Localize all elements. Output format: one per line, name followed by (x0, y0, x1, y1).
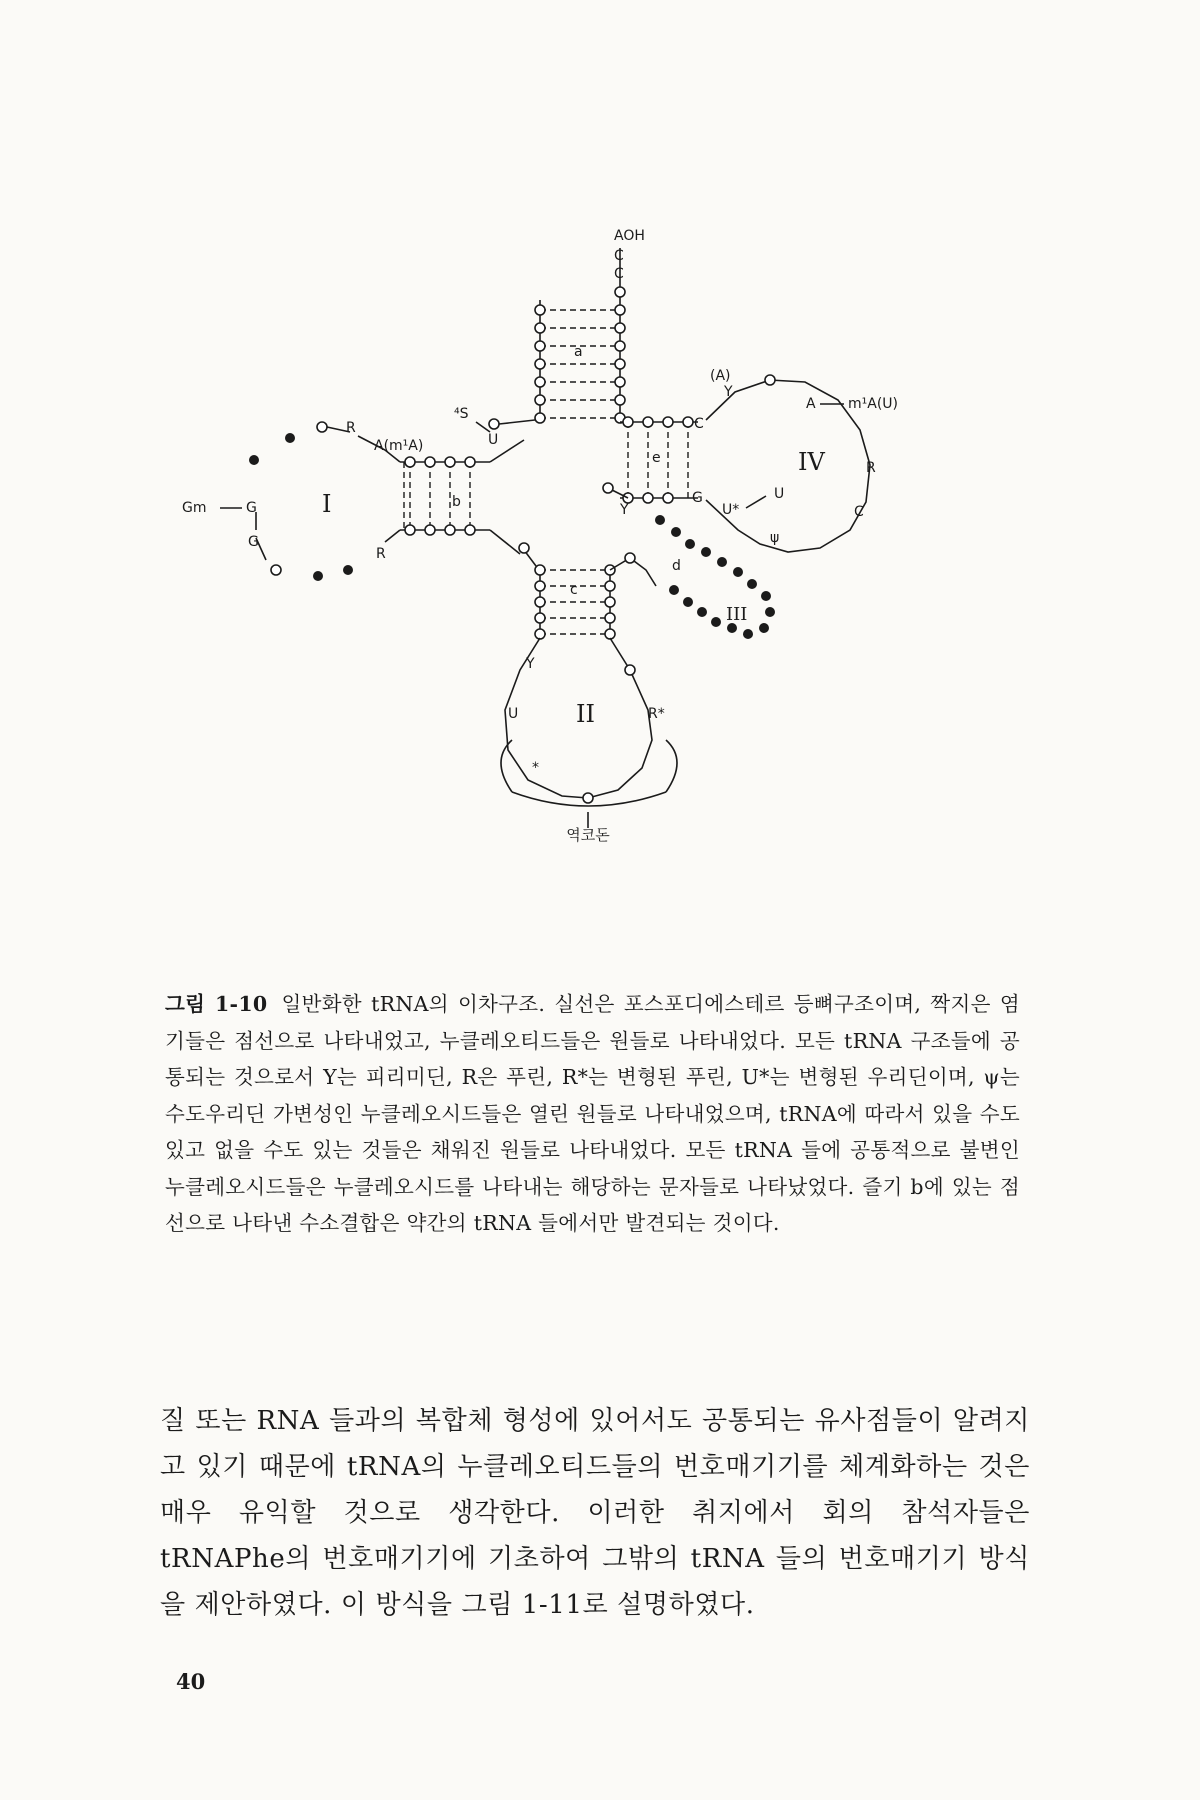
trna-cloverleaf-diagram (182, 228, 1010, 960)
label-loop-IV: IV (798, 448, 825, 476)
t-arm-loop-IV (603, 368, 898, 639)
label-a-t: A (806, 396, 816, 412)
label-a-oh: AOH (614, 228, 645, 244)
label-loop-III: III (726, 604, 748, 625)
label-arm-c: c (570, 582, 578, 598)
d-arm-loop-I (182, 406, 535, 581)
label-star: * (532, 760, 539, 776)
label-g-t: G (692, 490, 703, 506)
label-arm-d: d (672, 558, 681, 574)
label-4s: ⁴S (454, 406, 469, 422)
caption-text: 일반화한 tRNA의 이차구조. 실선은 포스포디에스테르 등뼈구조이며, 짝지은 염기들은 점선으로 나타내었고, 누클레오티드들은 원들로 나타내었다. 모든 tRNA 구조들에 공통되는 것으로서 Y는 피리미딘, R은 푸린, R*는 변형된 푸린, U*는 변형된 우리딘이며, ψ는 수도우리딘 가변성인 누클레오시드들은 열린 원들로 나타내었으며, tRNA에 따라서 있을 수도 있고 없을 수도 있는 것들은 채워진 원들로 나타내었다. 모든 tRNA 들에 공통적으로 불변인 누클레오시드들은 누클레오시드를 나타내는 해당하는 문자들로 나타났었다. 즐기 b에 있는 점선으로 나타낸 수소결합은 약간의 tRNA 들에서만 발견되는 것이다. (165, 992, 1020, 1235)
label-c-2: C (614, 266, 624, 282)
label-y-d: Y (620, 502, 629, 518)
figure-caption (165, 986, 1020, 1242)
label-m1a-u: m¹A(U) (848, 396, 898, 412)
label-c-t: C (694, 416, 704, 432)
label-anticodon: 역코돈 (566, 826, 610, 844)
label-r-star: R* (648, 706, 665, 722)
label-y-t: Y (724, 384, 733, 400)
label-arm-b: b (452, 494, 461, 510)
label-u-star: U* (722, 502, 740, 518)
label-u-s4: U (488, 432, 499, 448)
figure-label: 그림 1-10 (165, 992, 268, 1016)
label-paren-a: (A) (710, 368, 731, 384)
label-arm-a: a (574, 344, 583, 360)
label-c-t2: C (854, 504, 864, 520)
label-gm: Gm (182, 500, 207, 516)
label-u-ac: U (508, 706, 519, 722)
label-psi: ψ (770, 530, 780, 546)
label-y-ac: Y (526, 656, 535, 672)
label-r-1: R (346, 420, 356, 436)
label-u-t: U (774, 486, 785, 502)
label-loop-II: II (576, 700, 595, 728)
label-loop-I: I (322, 490, 332, 518)
label-r-2: R (376, 546, 386, 562)
label-c-1: C (614, 248, 624, 264)
label-r-t: R (866, 460, 876, 476)
body-paragraph: 질 또는 RNA 들과의 복합체 형성에 있어서도 공통되는 유사점들이 알려지고 있기 때문에 tRNA의 누클레오티드들의 번호매기기를 체계화하는 것은 매우 유익할 것으로 생각한다. 이러한 취지에서 회의 참석자들은 tRNAPhe의 번호매기기에 기초하여 그밖의 tRNA 들의 번호매기기 방식을 제안하였다. 이 방식을 그림 1-11로 설명하였다. (160, 1406, 1030, 1620)
label-arm-e: e (652, 450, 661, 466)
label-g-2: G (248, 534, 259, 550)
page-number: 40 (176, 1669, 206, 1694)
acceptor-stem (535, 228, 645, 423)
anticodon-arm-loop-II (501, 543, 677, 844)
label-a-m1a: A(m¹A) (374, 438, 424, 454)
label-g-1: G (246, 500, 257, 516)
